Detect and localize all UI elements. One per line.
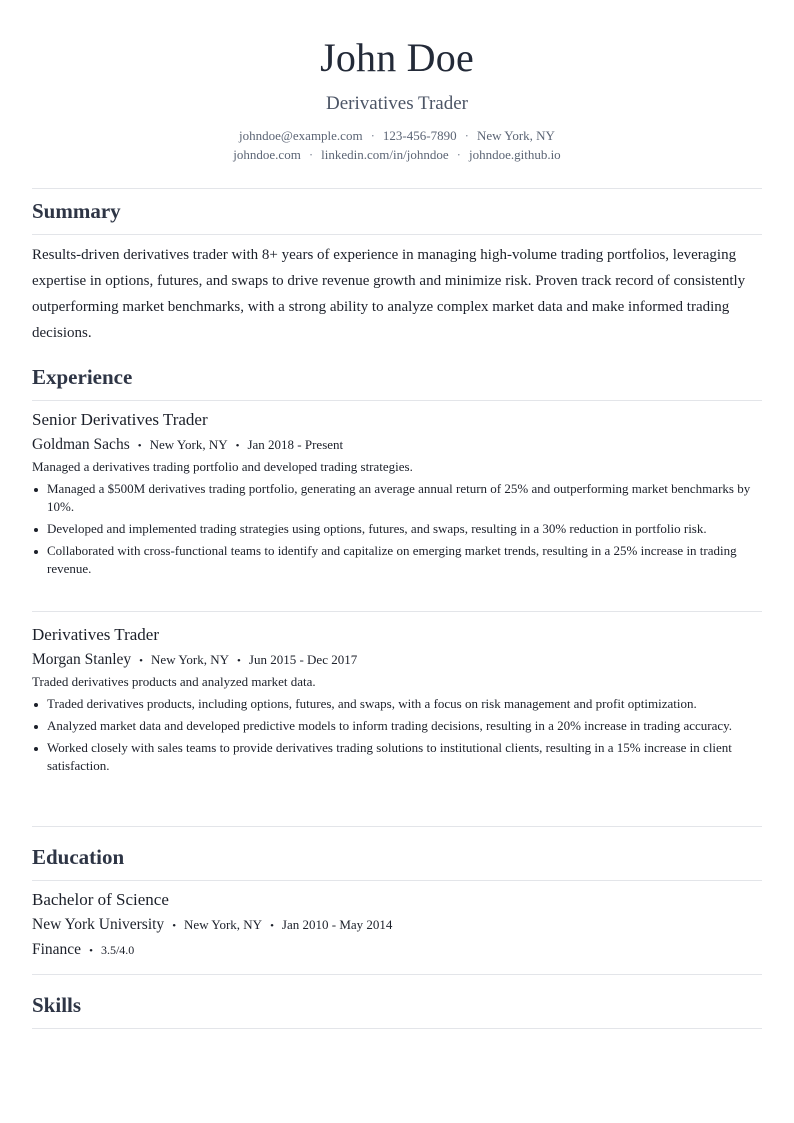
separator: • xyxy=(172,920,177,932)
header-divider xyxy=(32,188,762,189)
education-meta xyxy=(32,915,762,936)
separator: • xyxy=(139,655,144,667)
separator: • xyxy=(237,655,241,667)
education-heading: Education xyxy=(32,845,125,869)
job-summary: Traded derivatives products and analyzed market data. xyxy=(32,674,316,689)
experience-end-divider xyxy=(32,826,762,827)
summary-heading: Summary xyxy=(32,199,121,223)
skills-heading: Skills xyxy=(32,993,82,1017)
separator: • xyxy=(137,440,142,452)
experience-section xyxy=(32,364,762,390)
job-meta xyxy=(32,435,762,456)
separator: · xyxy=(456,147,461,162)
job-location: New York, NY xyxy=(149,437,228,452)
job-bullets xyxy=(32,695,762,775)
education-divider xyxy=(32,880,762,881)
separator: · xyxy=(464,128,469,143)
contact-row-1 xyxy=(32,126,762,145)
job-position: Derivatives Trader xyxy=(32,625,160,644)
gpa: 3.5/4.0 xyxy=(100,943,135,957)
separator: · xyxy=(370,128,375,143)
experience-divider xyxy=(32,400,762,401)
job-meta xyxy=(32,650,762,671)
email-link[interactable]: johndoe@example.com xyxy=(239,128,363,143)
skills-section xyxy=(32,992,762,1018)
summary-section xyxy=(32,198,762,224)
education-dates: Jan 2010 - May 2014 xyxy=(281,917,393,932)
education-end-divider xyxy=(32,974,762,975)
education-details xyxy=(32,940,762,961)
github-link[interactable]: johndoe.github.io xyxy=(468,147,561,162)
job-company: Morgan Stanley xyxy=(32,651,132,668)
education-entry xyxy=(32,889,762,961)
education-section xyxy=(32,844,762,870)
job-dates: Jun 2015 - Dec 2017 xyxy=(248,652,358,667)
summary-text: Results-driven derivatives trader with 8+ years of experience in managing high-volume trading portfolios, leveraging expertise in options, futures, and swaps to drive revenue growth and minimize risk. Proven track record of consistently outperforming market benchmarks, with a strong ability to analyze complex market data and make informed trading decisions. xyxy=(32,247,746,341)
summary-body xyxy=(32,242,762,346)
candidate-name: John Doe xyxy=(320,35,474,80)
field-of-study: Finance xyxy=(32,941,82,958)
skills-divider xyxy=(32,1028,762,1029)
phone-number: 123-456-7890 xyxy=(382,128,457,143)
contact-info xyxy=(32,126,762,164)
school-location: New York, NY xyxy=(184,917,263,932)
job-entry xyxy=(32,409,762,578)
job-bullet: Developed and implemented trading strategies using options, futures, and swaps, resulting in a 30% reduction in portfolio risk. xyxy=(32,520,762,538)
experience-heading: Experience xyxy=(32,365,133,389)
separator: · xyxy=(308,147,314,162)
candidate-headline: Derivatives Trader xyxy=(326,93,468,114)
job-divider xyxy=(32,611,762,612)
separator: • xyxy=(235,440,240,452)
separator: • xyxy=(270,920,274,932)
job-bullet: Worked closely with sales teams to provide derivatives trading solutions to institutional clients, resulting in a 15% increase in client satisfaction. xyxy=(32,739,762,775)
job-bullet: Collaborated with cross-functional teams to identify and capitalize on emerging market trends, resulting in a 25% increase in trading revenue. xyxy=(32,542,762,578)
location: New York, NY xyxy=(476,128,555,143)
job-bullet: Analyzed market data and developed predictive models to inform trading decisions, resulting in a 20% increase in trading accuracy. xyxy=(32,717,762,735)
contact-row-2 xyxy=(32,145,762,164)
separator: • xyxy=(89,945,93,957)
website-link[interactable]: johndoe.com xyxy=(233,147,301,162)
job-bullet: Traded derivatives products, including options, futures, and swaps, with a focus on risk management and profit optimization. xyxy=(32,695,762,713)
job-bullets xyxy=(32,480,762,578)
resume-header xyxy=(32,0,762,164)
linkedin-link[interactable]: linkedin.com/in/johndoe xyxy=(321,147,449,162)
job-dates: Jan 2018 - Present xyxy=(247,437,344,452)
summary-divider xyxy=(32,234,762,235)
job-location: New York, NY xyxy=(151,652,230,667)
school-name: New York University xyxy=(32,916,165,933)
degree: Bachelor of Science xyxy=(32,890,169,909)
job-position: Senior Derivatives Trader xyxy=(32,410,208,429)
job-company: Goldman Sachs xyxy=(32,436,130,453)
job-entry xyxy=(32,624,762,775)
job-summary: Managed a derivatives trading portfolio and developed trading strategies. xyxy=(32,459,413,474)
job-bullet: Managed a $500M derivatives trading portfolio, generating an average annual return of 25% and outperforming market benchmarks by 10%. xyxy=(32,480,762,516)
